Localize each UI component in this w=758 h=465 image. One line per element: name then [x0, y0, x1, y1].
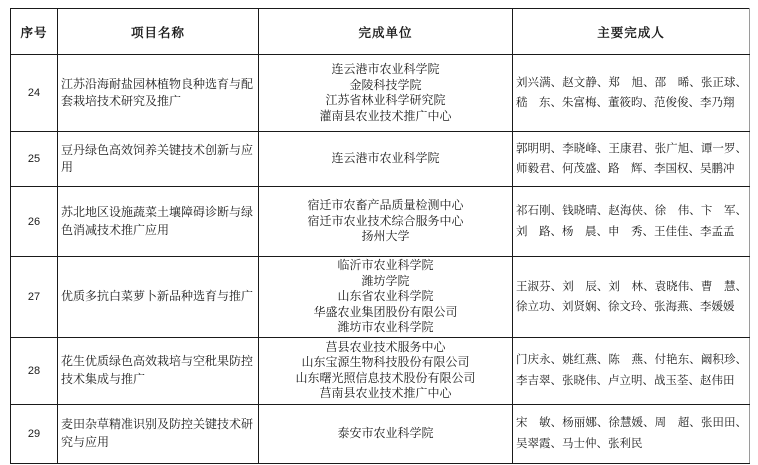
table-row [11, 132, 750, 187]
cell-project-name: 苏北地区设施蔬菜土壤障碍诊断与绿色消减技术推广应用 [58, 187, 259, 257]
cell-completing-units [259, 55, 513, 132]
table-row [11, 55, 750, 132]
cell-completing-units [259, 257, 513, 338]
cell-main-contributors: 祁石刚、钱晓晴、赵海侠、徐 伟、卞 军、刘 路、杨 晨、申 秀、王佳佳、李孟孟 [513, 187, 750, 257]
cell-project-name: 优质多抗白菜萝卜新品种选育与推广 [58, 257, 259, 338]
unit-line: 金陵科技学院 [349, 77, 422, 92]
unit-line: 莒县农业技术服务中心 [325, 339, 446, 354]
table-row [11, 187, 750, 257]
cell-main-contributors: 宋 敏、杨丽娜、徐慧媛、周 超、张田田、吴翠霞、马士仲、张利民 [513, 404, 750, 463]
unit-line: 华盛农业集团股份有限公司 [313, 304, 458, 319]
header-main-contributors: 主要完成人 [513, 9, 750, 55]
unit-line: 江苏省林业科学研究院 [325, 93, 446, 107]
cell-serial-number: 28 [11, 337, 58, 404]
cell-project-name: 豆丹绿色高效饲养关键技术创新与应用 [58, 132, 259, 187]
header-project-name: 项目名称 [58, 9, 259, 55]
cell-completing-units [259, 132, 513, 187]
table-row [11, 257, 750, 338]
cell-serial-number: 24 [11, 55, 58, 132]
cell-main-contributors: 门庆永、姚红燕、陈 燕、付艳东、阚积珍、李吉翠、张晓伟、卢立明、战玉荃、赵伟田 [513, 337, 750, 404]
unit-line: 泰安市农业科学院 [337, 425, 434, 440]
unit-line: 莒南县农业技术推广中心 [319, 386, 452, 400]
table-row [11, 337, 750, 404]
unit-line: 山东曙光照信息技术股份有限公司 [295, 370, 476, 385]
table-header-row [11, 9, 750, 55]
unit-line: 宿迁市农畜产品质量检测中心 [307, 198, 464, 213]
cell-main-contributors: 王淑芬、刘 辰、刘 林、袁晓伟、曹 慧、徐立功、刘贤娴、徐文玲、张海燕、李媛媛 [513, 257, 750, 338]
cell-serial-number: 27 [11, 257, 58, 338]
unit-line: 潍坊市农业科学院 [337, 320, 434, 334]
unit-line: 灌南县农业技术推广中心 [319, 108, 452, 123]
unit-line: 山东宝源生物科技股份有限公司 [301, 355, 470, 369]
cell-main-contributors: 郭明明、李晓峰、王康君、张广旭、谭一罗、师毅君、何茂盛、路 辉、李国权、吴鹏冲 [513, 132, 750, 187]
unit-line: 山东省农业科学院 [337, 289, 434, 303]
award-table [10, 8, 750, 464]
cell-completing-units [259, 337, 513, 404]
unit-line: 连云港市农业科学院 [331, 151, 440, 166]
unit-line: 宿迁市农业技术综合服务中心 [307, 213, 464, 228]
cell-completing-units [259, 404, 513, 463]
cell-serial-number: 25 [11, 132, 58, 187]
cell-completing-units [259, 187, 513, 257]
cell-serial-number: 26 [11, 187, 58, 257]
cell-serial-number: 29 [11, 404, 58, 463]
cell-project-name: 麦田杂草精准识别及防控关键技术研究与应用 [58, 404, 259, 463]
cell-project-name: 江苏沿海耐盐园林植物良种选育与配套栽培技术研究及推广 [58, 55, 259, 132]
cell-project-name: 花生优质绿色高效栽培与空秕果防控技术集成与推广 [58, 337, 259, 404]
unit-line: 扬州大学 [361, 229, 410, 244]
table-row [11, 404, 750, 463]
unit-line: 临沂市农业科学院 [337, 258, 434, 272]
cell-main-contributors: 刘兴满、赵文静、郑 旭、邵 晞、张正球、嵇 东、朱富梅、董筱昀、范俊俊、李乃翔 [513, 55, 750, 132]
header-no: 序号 [11, 9, 58, 55]
unit-line: 潍坊学院 [361, 273, 410, 288]
header-completing-units: 完成单位 [259, 9, 513, 55]
unit-line: 连云港市农业科学院 [331, 62, 440, 76]
